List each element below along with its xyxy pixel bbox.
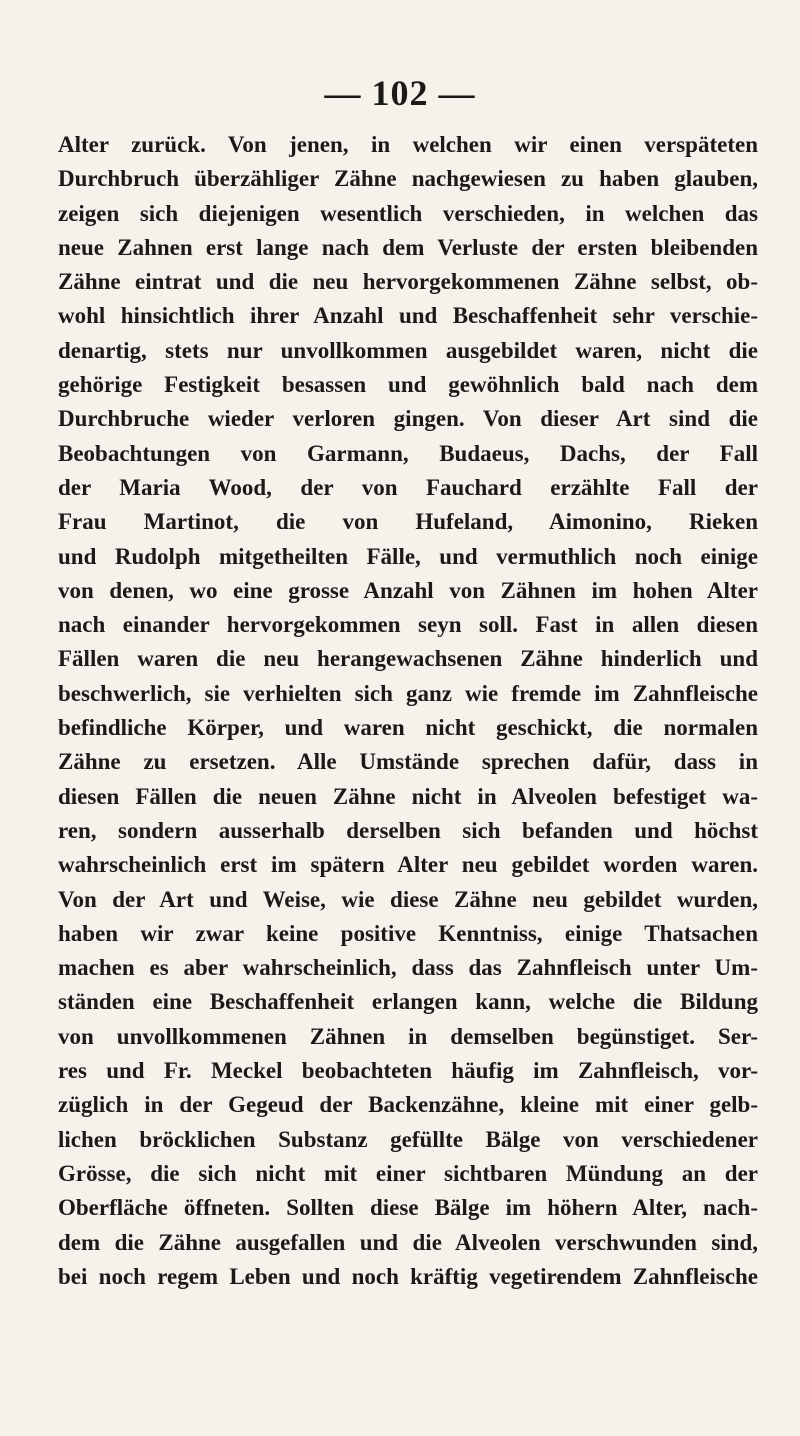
text-line: und Rudolph mitgetheilten Fälle, und vermuthlich noch einige <box>58 543 758 569</box>
text-line: züglich in der Gegeud der Backenzähne, kleine mit einer gelb- <box>58 1092 758 1118</box>
text-line: Oberfläche öffneten. Sollten diese Bälge im höhern Alter, nach- <box>58 1195 758 1221</box>
text-line: Beobachtungen von Garmann, Budaeus, Dachs, der Fall <box>58 440 758 466</box>
text-line: Frau Martinot, die von Hufeland, Aimonino, Rieken <box>58 509 758 535</box>
text-line: wohl hinsichtlich ihrer Anzahl und Beschaffenheit sehr verschie- <box>58 303 758 329</box>
text-line: von denen, wo eine grosse Anzahl von Zähnen im hohen Alter <box>58 577 758 603</box>
text-line: dem die Zähne ausgefallen und die Alveolen verschwunden sind, <box>58 1229 758 1255</box>
text-line: Von der Art und Weise, wie diese Zähne neu gebildet wurden, <box>58 886 758 912</box>
text-line: Zähne eintrat und die neu hervorgekommenen Zähne selbst, ob- <box>58 269 758 295</box>
body-text <box>58 128 758 1294</box>
text-line: gehörige Festigkeit besassen und gewöhnlich bald nach dem <box>58 372 758 398</box>
text-line: Alter zurück. Von jenen, in welchen wir einen verspäteten <box>58 132 758 157</box>
page-number-header: — 102 — <box>324 73 476 113</box>
text-line: ren, sondern ausserhalb derselben sich befanden und höchst <box>58 817 758 843</box>
text-line: von unvollkommenen Zähnen in demselben begünstiget. Ser- <box>58 1023 758 1049</box>
text-line: ständen eine Beschaffenheit erlangen kann, welche die Bildung <box>58 989 758 1015</box>
text-line: Durchbruche wieder verloren gingen. Von dieser Art sind die <box>58 406 758 432</box>
text-line: haben wir zwar keine positive Kenntniss, einige Thatsachen <box>58 920 758 946</box>
text-line: bei noch regem Leben und noch kräftig vegetirendem Zahnfleische <box>58 1263 758 1289</box>
text-line: befindliche Körper, und waren nicht geschickt, die normalen <box>58 715 758 741</box>
text-line: denartig, stets nur unvollkommen ausgebildet waren, nicht die <box>58 337 758 363</box>
text-line: neue Zahnen erst lange nach dem Verluste der ersten bleibenden <box>58 234 758 260</box>
text-line: res und Fr. Meckel beobachteten häufig im Zahnfleisch, vor- <box>58 1058 758 1084</box>
text-line: machen es aber wahrscheinlich, dass das Zahnfleisch unter Um- <box>58 955 758 981</box>
text-line: Fällen waren die neu herangewachsenen Zähne hinderlich und <box>58 646 758 672</box>
text-line: der Maria Wood, der von Fauchard erzählte Fall der <box>58 474 758 500</box>
text-line: zeigen sich diejenigen wesentlich verschieden, in welchen das <box>58 200 758 226</box>
text-line: Zähne zu ersetzen. Alle Umstände sprechen dafür, dass in <box>58 749 758 775</box>
text-line: diesen Fällen die neuen Zähne nicht in Alveolen befestiget wa- <box>58 783 758 809</box>
text-line: nach einander hervorgekommen seyn soll. Fast in allen diesen <box>58 612 758 638</box>
text-line: Durchbruch überzähliger Zähne nachgewiesen zu haben glauben, <box>58 166 758 192</box>
text-line: lichen bröcklichen Substanz gefüllte Bälge von verschiedener <box>58 1126 758 1152</box>
text-line: Grösse, die sich nicht mit einer sichtbaren Mündung an der <box>58 1160 758 1186</box>
text-line: wahrscheinlich erst im spätern Alter neu gebildet worden waren. <box>58 852 758 878</box>
text-line: beschwerlich, sie verhielten sich ganz wie fremde im Zahnfleische <box>58 680 758 706</box>
